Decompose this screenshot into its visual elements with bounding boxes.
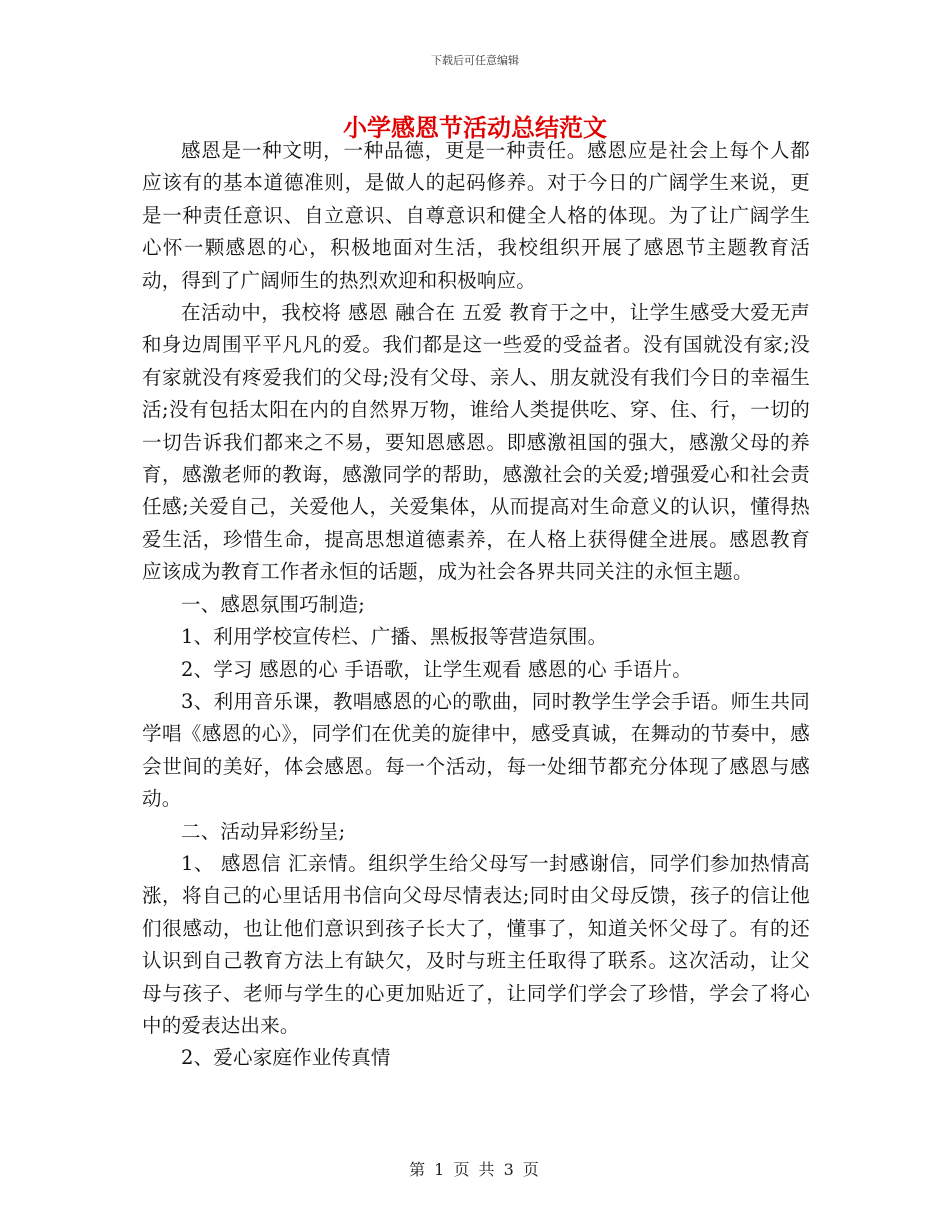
document-title: 小学感恩节活动总结范文 bbox=[343, 113, 607, 142]
list-item-1-2: 2、学习 感恩的心 手语歌，让学生观看 感恩的心 手语片。 bbox=[181, 657, 693, 681]
list-item-1-1: 1、利用学校宣传栏、广播、黑板报等营造氛围。 bbox=[181, 625, 608, 649]
section-heading-2: 二、活动异彩纷呈; bbox=[181, 819, 346, 843]
document-body bbox=[142, 135, 810, 1075]
section-heading-1: 一、感恩氛围巧制造; bbox=[181, 592, 366, 616]
list-item-2-1: 1、 感恩信 汇亲情。组织学生给父母写一封感谢信，同学们参加热情高涨，将自己的心里话用书信向父母尽情表达;同时由父母反馈，孩子的信让他们很感动，也让他们意识到孩子长大了，懂事了，知道关怀父母了。有的还认识到自己教育方法上有缺欠，及时与班主任取得了联系。这次活动，让父母与孩子、老师与学生的心更加贴近了，让同学们学会了珍惜，学会了将心中的爱表达出来。 bbox=[142, 851, 810, 1037]
page-header-note: 下载后可任意编辑 bbox=[431, 54, 519, 67]
list-item-2-2: 2、爱心家庭作业传真情 bbox=[181, 1046, 391, 1070]
paragraph-intro: 感恩是一种文明，一种品德，更是一种责任。感恩应是社会上每个人都应该有的基本道德准则，是做人的起码修养。对于今日的广阔学生来说，更是一种责任意识、自立意识、自尊意识和健全人格的体现。为了让广阔学生心怀一颗感恩的心，积极地面对生活，我校组织开展了感恩节主题教育活动，得到了广阔师生的热烈欢迎和积极响应。 bbox=[142, 139, 810, 292]
list-item-1-3: 3、利用音乐课，教唱感恩的心的歌曲，同时教学生学会手语。师生共同学唱《感恩的心》，同学们在优美的旋律中，感受真诚，在舞动的节奏中，感会世间的美好，体会感恩。每一个活动，每一处细节都充分体现了感恩与感动。 bbox=[142, 689, 810, 811]
page-number-footer: 第 1 页 共 3 页 bbox=[409, 1160, 541, 1179]
paragraph-activity-overview: 在活动中，我校将 感恩 融合在 五爱 教育于之中，让学生感受大爱无声和身边周围平平凡凡的爱。我们都是这一些爱的受益者。没有国就没有家;没有家就没有疼爱我们的父母;没有父母、亲人、朋友就没有我们今日的幸福生活;没有包括太阳在内的自然界万物，谁给人类提供吃、穿、住、行，一切的一切告诉我们都来之不易，要知恩感恩。即感激祖国的强大，感激父母的养育，感激老师的教诲，感激同学的帮助，感激社会的关爱;增强爱心和社会责任感;关爱自己，关爱他人，关爱集体，从而提高对生命意义的认识，懂得热爱生活，珍惜生命，提高思想道德素养，在人格上获得健全进展。感恩教育应该成为教育工作者永恒的话题，成为社会各界共同关注的永恒主题。 bbox=[142, 301, 810, 584]
